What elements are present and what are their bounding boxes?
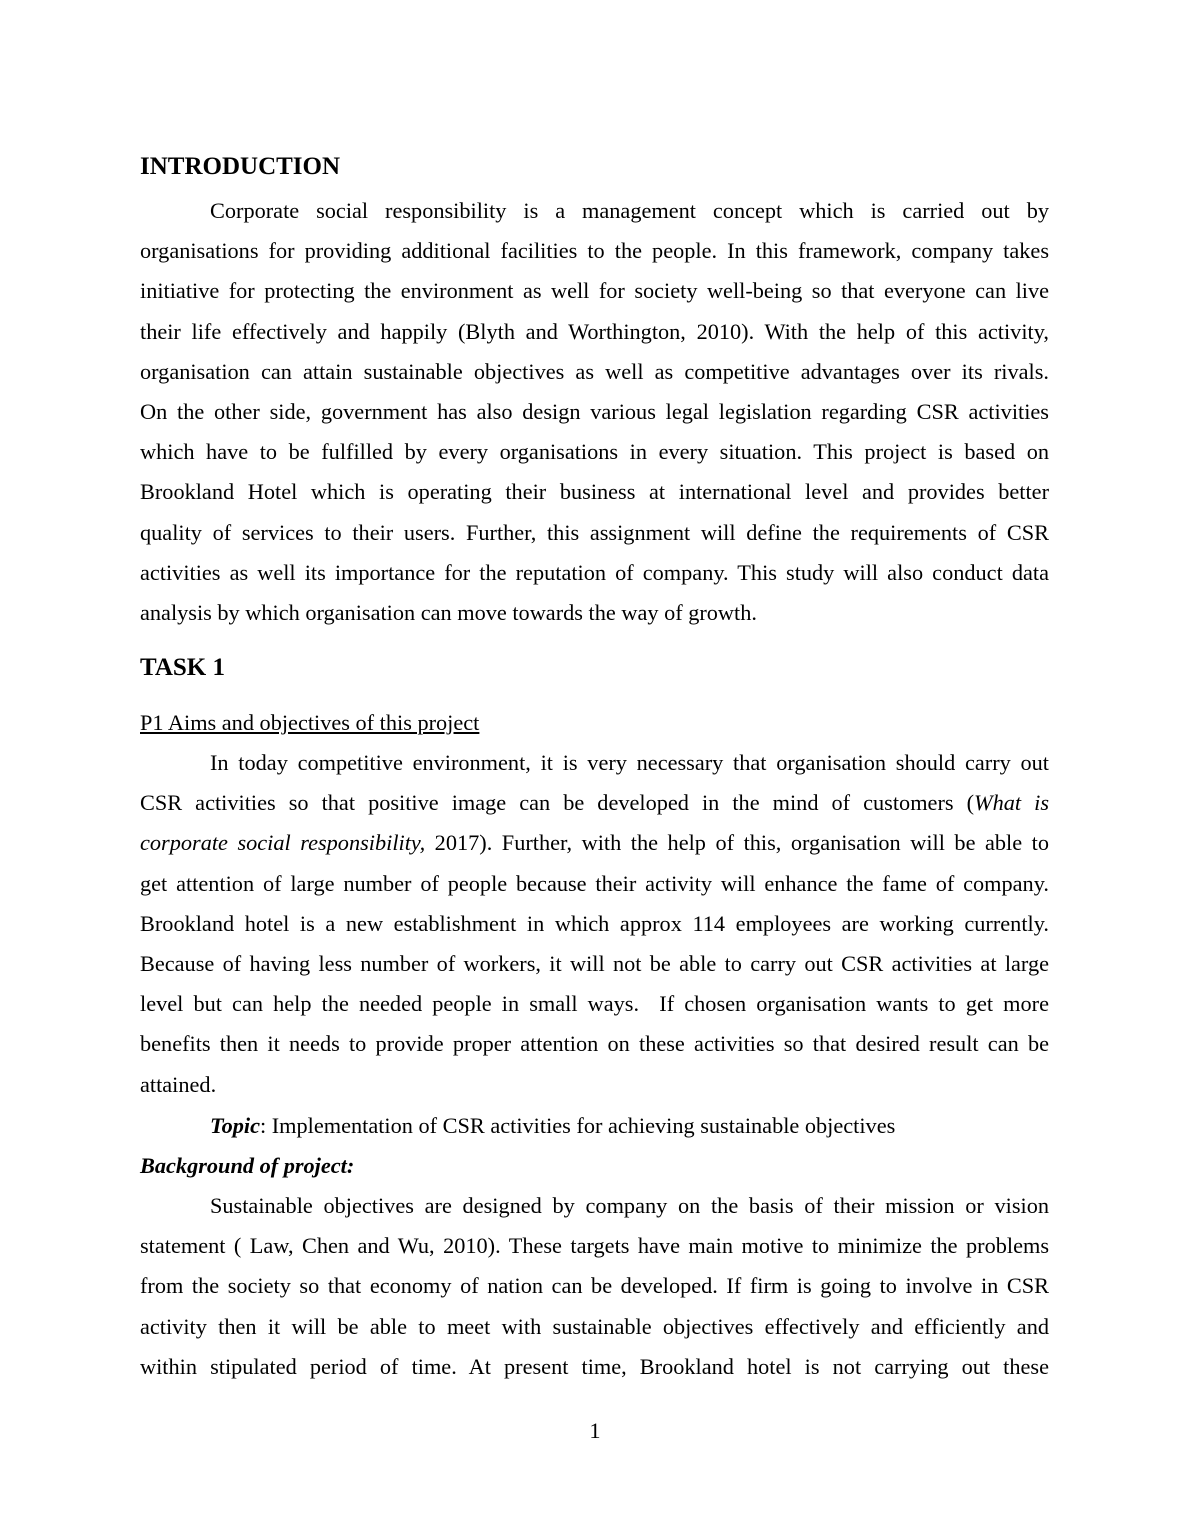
text-line [140, 904, 1049, 944]
topic-line [140, 1106, 1049, 1146]
background-paragraph [140, 1186, 1049, 1387]
text-line [140, 1226, 1049, 1266]
text-segment: CSR activities so that positive image can be developed in the mind of customers ( [140, 790, 975, 816]
text-line [140, 593, 1049, 633]
text-segment: quality of services to their users. Further, this assignment will define the requirements of CSR [140, 519, 1049, 545]
text-line [140, 352, 1049, 392]
text-segment: On the other side, government has also design various legal legislation regarding CSR activities [140, 398, 1049, 424]
text-line [140, 513, 1049, 553]
text-line [140, 944, 1049, 984]
text-segment: Corporate social responsibility is a management concept which is carried out by [210, 198, 1049, 223]
text-line [140, 1065, 1049, 1105]
page-number: 1 [589, 1418, 601, 1443]
text-segment: their life effectively and happily (Blyth and Worthington, 2010). With the help of this activity, [140, 318, 1049, 344]
text-line [140, 1186, 1049, 1226]
text-segment: get attention of large number of people because their activity will enhance the fame of company. [140, 870, 1049, 896]
text-line [140, 783, 1049, 823]
text-segment: initiative for protecting the environment as well for society well-being so that everyone can live [140, 278, 1049, 304]
text-segment: What is [974, 790, 1049, 816]
topic-label: Topic [210, 1113, 260, 1138]
text-segment: 2017). Further, with the help of this, organisation will be able to [425, 830, 1049, 856]
text-segment: statement ( Law, Chen and Wu, 2010). These targets have main motive to minimize the problems [140, 1233, 1049, 1259]
text-segment: from the society so that economy of nation can be developed. If firm is going to involve in CSR [140, 1273, 1049, 1299]
text-segment: organisations for providing additional facilities to the people. In this framework, company takes [140, 238, 1049, 264]
text-line [140, 1307, 1049, 1347]
text-line [140, 392, 1049, 432]
text-segment: level but can help the needed people in small ways. If chosen organisation wants to get more [140, 991, 1049, 1017]
text-segment: benefits then it needs to provide proper attention on these activities so that desired result can be [140, 1031, 1049, 1057]
text-segment: activity then it will be able to meet with sustainable objectives effectively and efficiently and [140, 1313, 1049, 1339]
text-segment: In today competitive environment, it is very necessary that organisation should carry out [210, 750, 1049, 775]
text-line [140, 1347, 1049, 1387]
text-segment: which have to be fulfilled by every organisations in every situation. This project is based on [140, 439, 1049, 465]
text-line [140, 864, 1049, 904]
text-line [140, 1266, 1049, 1306]
aims-paragraph [140, 743, 1049, 1105]
text-segment: Sustainable objectives are designed by company on the basis of their mission or vision [210, 1193, 1049, 1218]
text-line [140, 312, 1049, 352]
text-segment: corporate social responsibility, [140, 830, 426, 856]
text-segment: analysis by which organisation can move towards the way of growth. [140, 599, 757, 625]
text-segment: activities as well its importance for the reputation of company. This study will also conduct data [140, 559, 1049, 585]
text-line [140, 432, 1049, 472]
introduction-paragraph [140, 191, 1049, 633]
text-line [140, 743, 1049, 783]
topic-text: : Implementation of CSR activities for achieving sustainable objectives [259, 1113, 896, 1138]
text-segment: attained. [140, 1071, 217, 1097]
text-segment: organisation can attain sustainable objectives as well as competitive advantages over its rivals. [140, 358, 1049, 384]
text-segment: Brookland Hotel which is operating their business at international level and provides better [140, 479, 1049, 505]
text-line [140, 823, 1049, 863]
background-heading: Background of project: [140, 1153, 355, 1178]
text-segment: Because of having less number of workers, it will not be able to carry out CSR activities at large [140, 950, 1049, 976]
text-line [140, 231, 1049, 271]
introduction-heading: INTRODUCTION [140, 153, 341, 180]
text-line [140, 553, 1049, 593]
aims-subheading: P1 Aims and objectives of this project [140, 710, 480, 735]
task-1-heading: TASK 1 [140, 654, 225, 681]
text-line [140, 1024, 1049, 1064]
text-line [140, 984, 1049, 1024]
text-line [140, 472, 1049, 512]
text-line [140, 271, 1049, 311]
text-line [140, 191, 1049, 231]
text-segment: within stipulated period of time. At present time, Brookland hotel is not carrying out these [140, 1353, 1049, 1379]
text-segment: Brookland hotel is a new establishment in which approx 114 employees are working currently. [140, 910, 1049, 936]
